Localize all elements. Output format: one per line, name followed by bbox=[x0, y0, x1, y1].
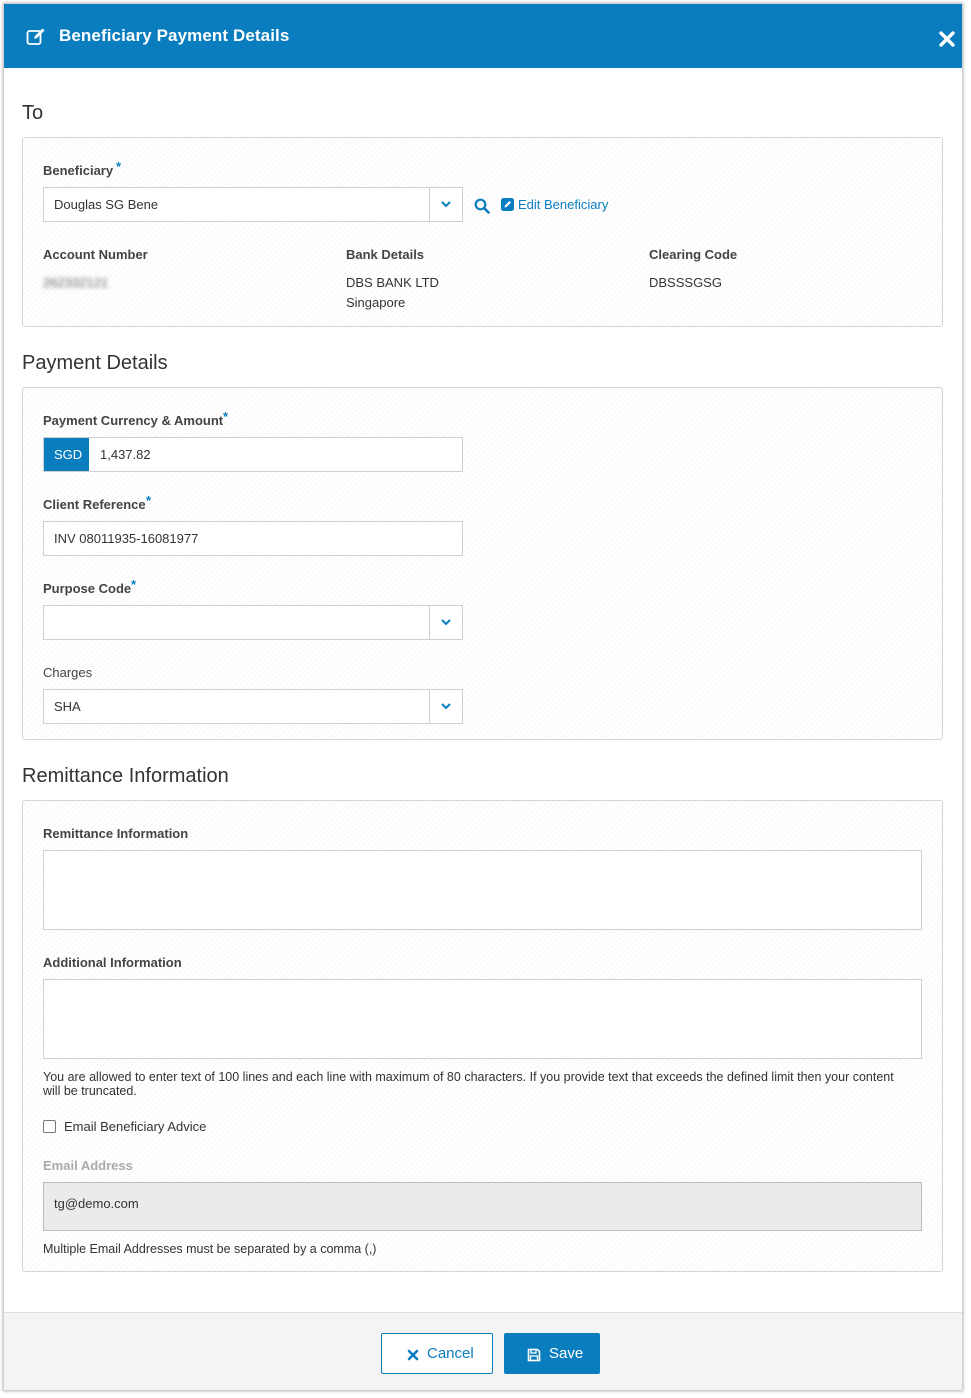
floppy-disk-icon bbox=[527, 1348, 541, 1362]
amount-field[interactable] bbox=[43, 437, 463, 472]
client-reference-input[interactable] bbox=[43, 521, 463, 556]
cancel-button[interactable] bbox=[381, 1333, 493, 1374]
client-reference-value: INV 08011935-16081977 bbox=[54, 531, 199, 546]
account-number-label: Account Number bbox=[43, 247, 148, 262]
close-icon bbox=[406, 1348, 420, 1362]
charges-label: Charges bbox=[43, 665, 93, 680]
amount-value: 1,437.82 bbox=[100, 447, 151, 462]
edit-icon bbox=[26, 27, 46, 47]
currency-badge[interactable] bbox=[44, 438, 89, 471]
additional-info-label: Additional Information bbox=[43, 955, 182, 970]
clearing-code-value: DBSSSGSG bbox=[649, 275, 722, 290]
bank-country: Singapore bbox=[346, 295, 406, 310]
charges-select[interactable] bbox=[43, 689, 463, 724]
purpose-code-select[interactable] bbox=[43, 605, 463, 640]
payment-panel bbox=[22, 387, 943, 740]
required-mark: * bbox=[131, 577, 137, 592]
additional-info-textarea[interactable] bbox=[43, 979, 922, 1059]
currency-code: SGD bbox=[54, 447, 83, 462]
beneficiary-select[interactable] bbox=[43, 187, 463, 222]
purpose-code-dropdown-toggle[interactable] bbox=[429, 606, 462, 639]
purpose-code-label: Purpose Code bbox=[43, 581, 132, 596]
charges-dropdown-toggle[interactable] bbox=[429, 690, 462, 723]
beneficiary-label: Beneficiary bbox=[43, 163, 114, 178]
remittance-panel bbox=[22, 800, 943, 1272]
modal-title: Beneficiary Payment Details bbox=[59, 26, 290, 45]
chevron-down-icon bbox=[440, 199, 452, 209]
search-icon[interactable] bbox=[474, 198, 490, 214]
edit-beneficiary-icon[interactable] bbox=[501, 198, 514, 211]
required-mark: * bbox=[223, 409, 229, 424]
remittance-info-textarea[interactable] bbox=[43, 850, 922, 930]
section-title-to: To bbox=[22, 102, 44, 124]
clearing-code-label: Clearing Code bbox=[649, 247, 738, 262]
section-title-payment: Payment Details bbox=[22, 352, 168, 374]
close-icon[interactable] bbox=[938, 30, 956, 48]
currency-amount-label: Payment Currency & Amount bbox=[43, 413, 224, 428]
beneficiary-dropdown-toggle[interactable] bbox=[429, 188, 462, 221]
beneficiary-select-value: Douglas SG Bene bbox=[54, 197, 159, 212]
modal-header bbox=[4, 4, 962, 68]
email-address-label: Email Address bbox=[43, 1158, 133, 1173]
required-mark: * bbox=[146, 493, 152, 508]
required-mark: * bbox=[116, 159, 122, 174]
chevron-down-icon bbox=[440, 701, 452, 711]
account-number-value: 262332121 bbox=[43, 275, 109, 290]
email-address-input bbox=[43, 1182, 922, 1231]
email-separator-note: Multiple Email Addresses must be separated by a comma (,) bbox=[43, 1242, 377, 1256]
beneficiary-payment-modal bbox=[3, 3, 963, 1391]
email-advice-checkbox[interactable] bbox=[43, 1120, 56, 1133]
cancel-button-label: Cancel bbox=[427, 1345, 474, 1362]
modal-footer bbox=[4, 1312, 962, 1390]
email-address-value: tg@demo.com bbox=[54, 1196, 139, 1211]
edit-beneficiary-link[interactable]: Edit Beneficiary bbox=[518, 197, 609, 212]
email-advice-label[interactable]: Email Beneficiary Advice bbox=[64, 1119, 207, 1134]
charges-value: SHA bbox=[54, 699, 81, 714]
remittance-info-label: Remittance Information bbox=[43, 826, 189, 841]
bank-name: DBS BANK LTD bbox=[346, 275, 439, 290]
save-button-label: Save bbox=[549, 1345, 584, 1362]
save-button[interactable] bbox=[504, 1333, 600, 1374]
to-panel bbox=[22, 137, 943, 327]
bank-details-label: Bank Details bbox=[346, 247, 425, 262]
chevron-down-icon bbox=[440, 617, 452, 627]
client-reference-label: Client Reference bbox=[43, 497, 146, 512]
section-title-remittance: Remittance Information bbox=[22, 765, 229, 787]
text-limit-note: You are allowed to enter text of 100 lines and each line with maximum of 80 characters. If you provide text that exceeds the defined limit then your content will be truncated. bbox=[43, 1070, 894, 1098]
